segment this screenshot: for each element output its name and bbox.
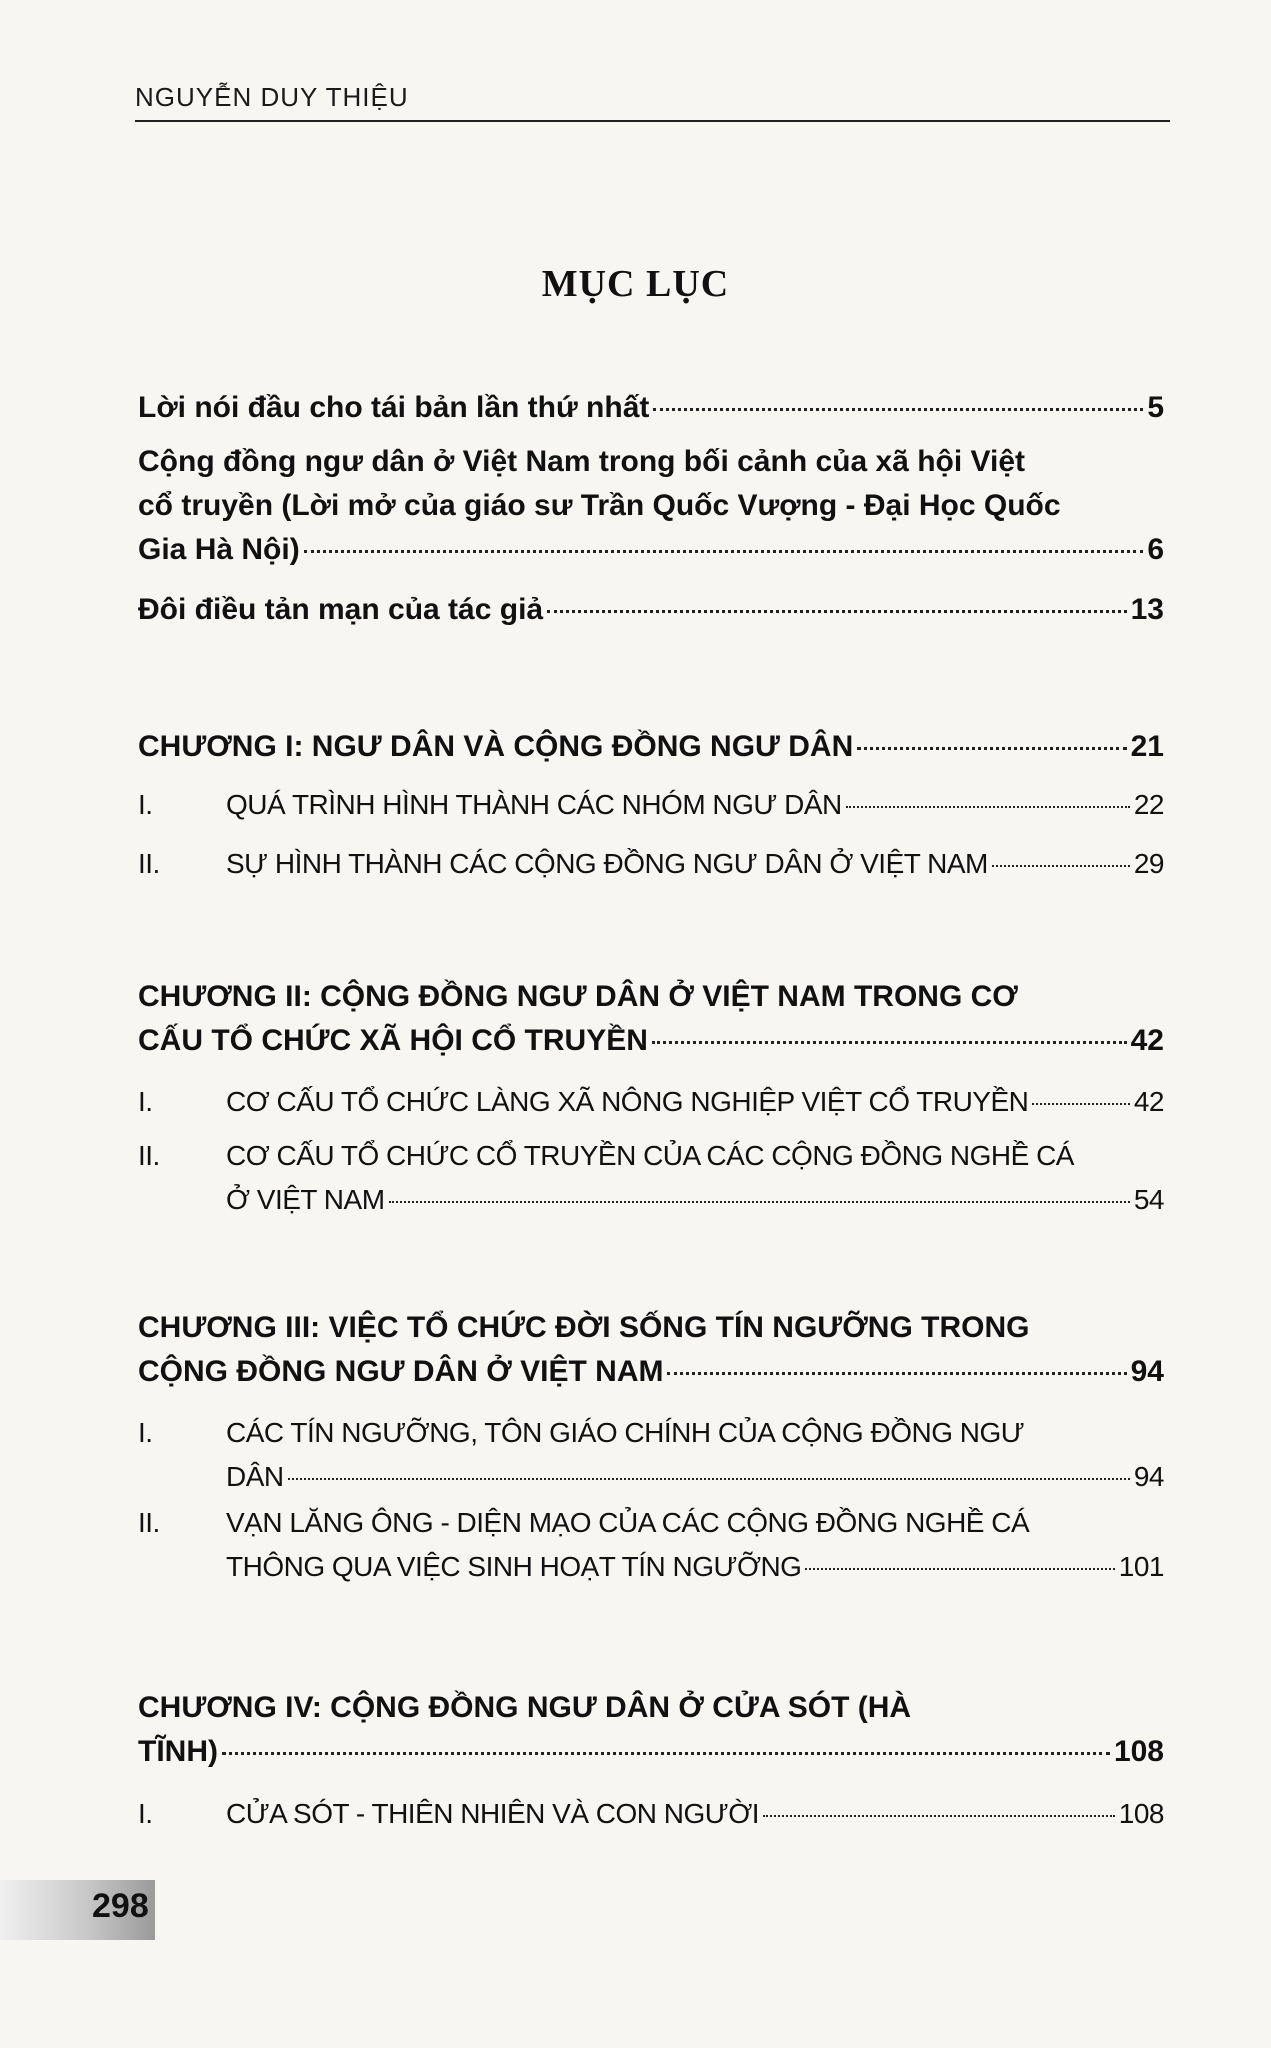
toc-entry-line (138, 1501, 1164, 1545)
dot-leader (288, 1478, 1130, 1480)
section-number: I. (138, 1417, 153, 1448)
toc-entry-line (138, 1080, 1164, 1124)
toc-entry-text: CHƯƠNG II: CỘNG ĐỒNG NGƯ DÂN Ở VIỆT NAM TRONG CƠ (138, 980, 1018, 1013)
toc-entry-line (138, 484, 1164, 528)
toc-entry-text: CẤU TỔ CHỨC XÃ HỘI CỔ TRUYỀN (138, 1024, 648, 1057)
toc-page-number: 94 (1130, 1355, 1164, 1388)
toc-entry-text: VẠN LĂNG ÔNG - DIỆN MẠO CỦA CÁC CỘNG ĐỒNG NGHỀ CÁ (226, 1507, 1030, 1538)
toc-entry-line (138, 1730, 1164, 1774)
toc-entry-line (138, 842, 1164, 886)
toc-entry-text: Gia Hà Nội) (138, 533, 300, 566)
chapter-entry (138, 1306, 1164, 1394)
front-matter-entry (138, 588, 1164, 632)
section-entry (138, 783, 1164, 827)
dot-leader (222, 1752, 1110, 1755)
toc-entry-text: Lời nói đầu cho tái bản lần thứ nhất (138, 391, 650, 424)
section-entry (138, 1792, 1164, 1836)
toc-page-number: 108 (1118, 1798, 1164, 1829)
toc-page-number: 21 (1130, 730, 1164, 763)
page-number: 298 (92, 1887, 149, 1925)
toc-page-number: 94 (1133, 1461, 1164, 1492)
toc-entry-line (138, 1545, 1164, 1589)
front-matter-entry (138, 440, 1164, 572)
chapter-entry (138, 1686, 1164, 1774)
toc-entry-line (138, 975, 1164, 1019)
section-number: I. (138, 1798, 153, 1829)
section-entry (138, 1501, 1164, 1589)
section-entry (138, 1411, 1164, 1499)
running-head: NGUYỄN DUY THIỆU (135, 82, 409, 112)
section-number: I. (138, 789, 153, 820)
dot-leader (992, 865, 1130, 867)
toc-entry-line (138, 725, 1164, 769)
toc-entry-text: QUÁ TRÌNH HÌNH THÀNH CÁC NHÓM NGƯ DÂN (226, 789, 842, 820)
toc-title: MỤC LỤC (541, 263, 730, 305)
toc-entry-text: cổ truyền (Lời mở của giáo sư Trần Quốc Vượng - Đại Học Quốc (138, 489, 1061, 522)
dot-leader (763, 1815, 1115, 1817)
dot-leader (857, 747, 1126, 750)
toc-entry-line (138, 528, 1164, 572)
dot-leader (1032, 1103, 1129, 1105)
section-number: II. (138, 1140, 160, 1171)
toc-entry-line (138, 386, 1164, 430)
dot-leader (805, 1568, 1114, 1570)
section-entry (138, 1134, 1164, 1222)
toc-entry-line (138, 1411, 1164, 1455)
toc-entry-line (138, 588, 1164, 632)
toc-entry-line (138, 440, 1164, 484)
toc-page-number: 6 (1147, 533, 1164, 566)
toc-page-number: 42 (1130, 1024, 1164, 1057)
toc-entry-text: SỰ HÌNH THÀNH CÁC CỘNG ĐỒNG NGƯ DÂN Ở VIỆT NAM (226, 848, 988, 879)
section-number: I. (138, 1086, 153, 1117)
section-number: II. (138, 848, 160, 879)
section-entry (138, 1080, 1164, 1124)
toc-page-number: 108 (1113, 1735, 1164, 1768)
toc-entry-text: Cộng đồng ngư dân ở Việt Nam trong bối cảnh của xã hội Việt (138, 445, 1026, 478)
front-matter-entry (138, 386, 1164, 430)
chapter-entry (138, 975, 1164, 1063)
section-entry (138, 842, 1164, 886)
toc-entry-text: CHƯƠNG III: VIỆC TỔ CHỨC ĐỜI SỐNG TÍN NGƯỠNG TRONG (138, 1311, 1030, 1344)
toc-entry-text: CHƯƠNG IV: CỘNG ĐỒNG NGƯ DÂN Ở CỬA SÓT (HÀ (138, 1691, 912, 1724)
toc-entry-line (138, 783, 1164, 827)
dot-leader (667, 1372, 1126, 1375)
toc-entry-line (138, 1306, 1164, 1350)
chapter-entry (138, 725, 1164, 769)
toc-entry-line (138, 1134, 1164, 1178)
toc-entry-line (138, 1350, 1164, 1394)
dot-leader (846, 806, 1130, 808)
section-number: II. (138, 1507, 160, 1538)
toc-entry-text: CỬA SÓT - THIÊN NHIÊN VÀ CON NGƯỜI (226, 1798, 759, 1829)
toc-entry-line (138, 1792, 1164, 1836)
toc-entry-text: Đôi điều tản mạn của tác giả (138, 593, 544, 626)
toc-entry-text: CHƯƠNG I: NGƯ DÂN VÀ CỘNG ĐỒNG NGƯ DÂN (138, 730, 854, 763)
toc-page-number: 13 (1130, 593, 1164, 626)
toc-page-number: 101 (1118, 1551, 1164, 1582)
dot-leader (304, 550, 1144, 553)
toc-entry-text: DÂN (226, 1461, 284, 1492)
toc-entry-line (138, 1019, 1164, 1063)
dot-leader (389, 1201, 1130, 1203)
dot-leader (547, 610, 1127, 613)
toc-entry-text: CÁC TÍN NGƯỠNG, TÔN GIÁO CHÍNH CỦA CỘNG ĐỒNG NGƯ (226, 1417, 1025, 1448)
toc-entry-line (138, 1686, 1164, 1730)
header-rule (135, 120, 1170, 122)
toc-entry-text: CƠ CẤU TỔ CHỨC LÀNG XÃ NÔNG NGHIỆP VIỆT CỔ TRUYỀN (226, 1086, 1029, 1117)
toc-page-number: 42 (1133, 1086, 1164, 1117)
toc-entry-text: CƠ CẤU TỔ CHỨC CỔ TRUYỀN CỦA CÁC CỘNG ĐỒNG NGHỀ CÁ (226, 1140, 1074, 1171)
toc-page-number: 5 (1147, 391, 1164, 424)
dot-leader (653, 408, 1143, 411)
toc-entry-text: CỘNG ĐỒNG NGƯ DÂN Ở VIỆT NAM (138, 1355, 664, 1388)
toc-entry-text: THÔNG QUA VIỆC SINH HOẠT TÍN NGƯỠNG (226, 1551, 802, 1582)
toc-page-number: 29 (1133, 848, 1164, 879)
toc-page-number: 22 (1133, 789, 1164, 820)
toc-entry-line (138, 1455, 1164, 1499)
dot-leader (652, 1041, 1127, 1044)
toc-entry-line (138, 1178, 1164, 1222)
toc-entry-text: TĨNH) (138, 1735, 218, 1768)
toc-page-number: 54 (1133, 1184, 1164, 1215)
toc-entry-text: Ở VIỆT NAM (226, 1184, 385, 1215)
